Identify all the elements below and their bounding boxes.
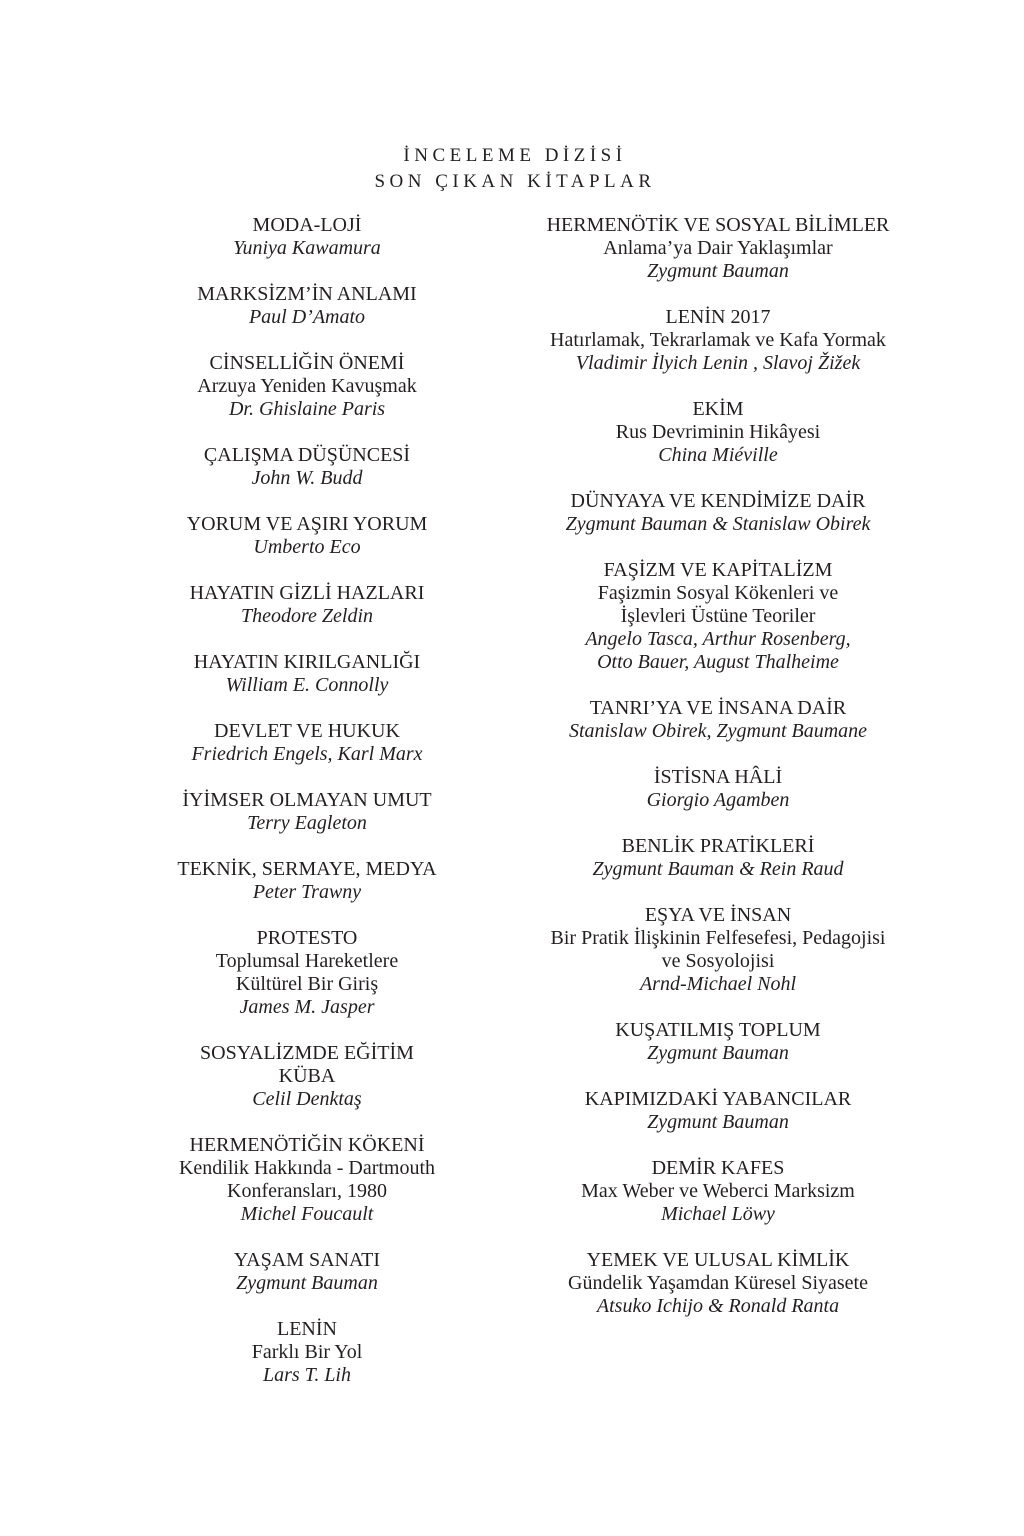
book-subtitle: Faşizmin Sosyal Kökenleri ve: [597, 582, 839, 604]
book-entry: [518, 490, 918, 536]
book-list-left: [157, 214, 457, 1410]
book-author: China Miéville: [658, 444, 778, 466]
book-entry: [518, 398, 918, 467]
book-author: William E. Connolly: [225, 674, 389, 696]
book-entry: [157, 283, 457, 329]
book-entry: [157, 1134, 457, 1226]
book-entry: [518, 1249, 918, 1318]
book-title: CİNSELLİĞİN ÖNEMİ: [209, 352, 405, 374]
book-title: DEMİR KAFES: [651, 1157, 785, 1179]
book-author: Zygmunt Bauman: [236, 1272, 378, 1294]
book-author: John W. Budd: [251, 467, 363, 489]
book-author: Lars T. Lih: [262, 1364, 351, 1386]
book-title: TEKNİK, SERMAYE, MEDYA: [177, 858, 437, 880]
book-title: LENİN: [277, 1318, 337, 1340]
book-title: LENİN 2017: [665, 306, 771, 328]
book-title: PROTESTO: [256, 927, 358, 949]
book-title-continued: KÜBA: [278, 1065, 336, 1087]
book-subtitle: ve Sosyolojisi: [661, 950, 775, 972]
book-title: ÇALIŞMA DÜŞÜNCESİ: [203, 444, 411, 466]
book-author: Michel Foucault: [240, 1203, 374, 1225]
book-entry: [518, 214, 918, 283]
book-author: Yuniya Kawamura: [233, 237, 381, 259]
book-author: Paul D’Amato: [248, 306, 366, 328]
book-author: Zygmunt Bauman: [647, 260, 789, 282]
book-author: Angelo Tasca, Arthur Rosenberg,: [585, 628, 851, 650]
book-title: EŞYA VE İNSAN: [644, 904, 792, 926]
book-subtitle: Max Weber ve Weberci Marksizm: [581, 1180, 855, 1202]
book-title: TANRI’YA VE İNSANA DAİR: [589, 697, 847, 719]
book-title: İSTİSNA HÂLİ: [653, 766, 783, 788]
book-author: Dr. Ghislaine Paris: [228, 398, 386, 420]
book-title: YORUM VE AŞIRI YORUM: [186, 513, 428, 535]
book-entry: [157, 582, 457, 628]
book-author: Otto Bauer, August Thalheime: [597, 651, 839, 673]
book-author: Zygmunt Bauman & Stanislaw Obirek: [565, 513, 871, 535]
book-author: Peter Trawny: [252, 881, 362, 903]
book-entry: [518, 306, 918, 375]
book-entry: [518, 766, 918, 812]
book-list-right: [518, 214, 918, 1341]
series-subtitle: SON ÇIKAN KİTAPLAR: [374, 171, 656, 192]
book-title: HAYATIN KIRILGANLIĞI: [193, 651, 421, 673]
book-title: YAŞAM SANATI: [233, 1249, 381, 1271]
book-entry: [157, 1318, 457, 1387]
book-author: Arnd-Michael Nohl: [639, 973, 797, 995]
book-title: BENLİK PRATİKLERİ: [621, 835, 815, 857]
book-title: HERMENÖTİK VE SOSYAL BİLİMLER: [546, 214, 890, 236]
book-entry: [157, 927, 457, 1019]
book-author: Friedrich Engels, Karl Marx: [191, 743, 423, 765]
book-subtitle: Gündelik Yaşamdan Küresel Siyasete: [568, 1272, 868, 1294]
book-author: Michael Löwy: [661, 1203, 775, 1225]
book-subtitle: Toplumsal Hareketlere: [215, 950, 399, 972]
book-author: Celil Denktaş: [252, 1088, 362, 1110]
book-author: Vladimir İlyich Lenin , Slavoj Žižek: [575, 352, 861, 374]
book-entry: [518, 1088, 918, 1134]
book-title: FAŞİZM VE KAPİTALİZM: [603, 559, 833, 581]
book-entry: [518, 1157, 918, 1226]
book-author: Stanislaw Obirek, Zygmunt Baumane: [568, 720, 868, 742]
book-title: HAYATIN GİZLİ HAZLARI: [189, 582, 425, 604]
book-entry: [157, 352, 457, 421]
book-author: Theodore Zeldin: [240, 605, 374, 627]
book-title: İYİMSER OLMAYAN UMUT: [182, 789, 432, 811]
book-author: Atsuko Ichijo & Ronald Ranta: [596, 1295, 840, 1317]
book-entry: [518, 1019, 918, 1065]
book-title: DEVLET VE HUKUK: [214, 720, 400, 742]
book-author: Zygmunt Bauman: [647, 1042, 789, 1064]
book-author: Zygmunt Bauman & Rein Raud: [592, 858, 844, 880]
book-title: DÜNYAYA VE KENDİMİZE DAİR: [570, 490, 866, 512]
book-subtitle: Kültürel Bir Giriş: [235, 973, 379, 995]
book-subtitle: Kendilik Hakkında - Dartmouth: [178, 1157, 436, 1179]
book-entry: [157, 1042, 457, 1111]
book-subtitle: Hatırlamak, Tekrarlamak ve Kafa Yormak: [550, 329, 886, 351]
book-entry: [157, 651, 457, 697]
book-author: James M. Jasper: [239, 996, 375, 1018]
book-entry: [157, 1249, 457, 1295]
book-title: KAPIMIZDAKİ YABANCILAR: [584, 1088, 852, 1110]
book-entry: [157, 720, 457, 766]
book-entry: [518, 904, 918, 996]
book-title: MODA-LOJİ: [252, 214, 362, 236]
page-header: [0, 143, 1024, 195]
book-entry: [518, 559, 918, 674]
book-title: SOSYALİZMDE EĞİTİM: [200, 1042, 414, 1064]
book-subtitle: İşlevleri Üstüne Teoriler: [620, 605, 816, 627]
book-entry: [157, 214, 457, 260]
book-entry: [157, 858, 457, 904]
book-subtitle: Bir Pratik İlişkinin Felfesefesi, Pedagojisi: [550, 927, 886, 949]
book-title: MARKSİZM’İN ANLAMI: [197, 283, 417, 305]
book-subtitle: Konferansları, 1980: [227, 1180, 387, 1202]
book-subtitle: Arzuya Yeniden Kavuşmak: [197, 375, 417, 397]
book-author: Zygmunt Bauman: [647, 1111, 789, 1133]
book-subtitle: Anlama’ya Dair Yaklaşımlar: [603, 237, 833, 259]
book-title: HERMENÖTİĞİN KÖKENİ: [189, 1134, 425, 1156]
book-author: Terry Eagleton: [247, 812, 367, 834]
book-author: Giorgio Agamben: [646, 789, 790, 811]
book-entry: [157, 513, 457, 559]
book-title: EKİM: [692, 398, 744, 420]
book-title: YEMEK VE ULUSAL KİMLİK: [586, 1249, 850, 1271]
book-entry: [518, 697, 918, 743]
book-subtitle: Farklı Bir Yol: [251, 1341, 363, 1363]
book-subtitle: Rus Devriminin Hikâyesi: [615, 421, 821, 443]
series-title: İNCELEME DİZİSİ: [403, 145, 627, 166]
book-title: KUŞATILMIŞ TOPLUM: [615, 1019, 821, 1041]
book-entry: [157, 444, 457, 490]
book-entry: [518, 835, 918, 881]
book-entry: [157, 789, 457, 835]
book-author: Umberto Eco: [253, 536, 361, 558]
